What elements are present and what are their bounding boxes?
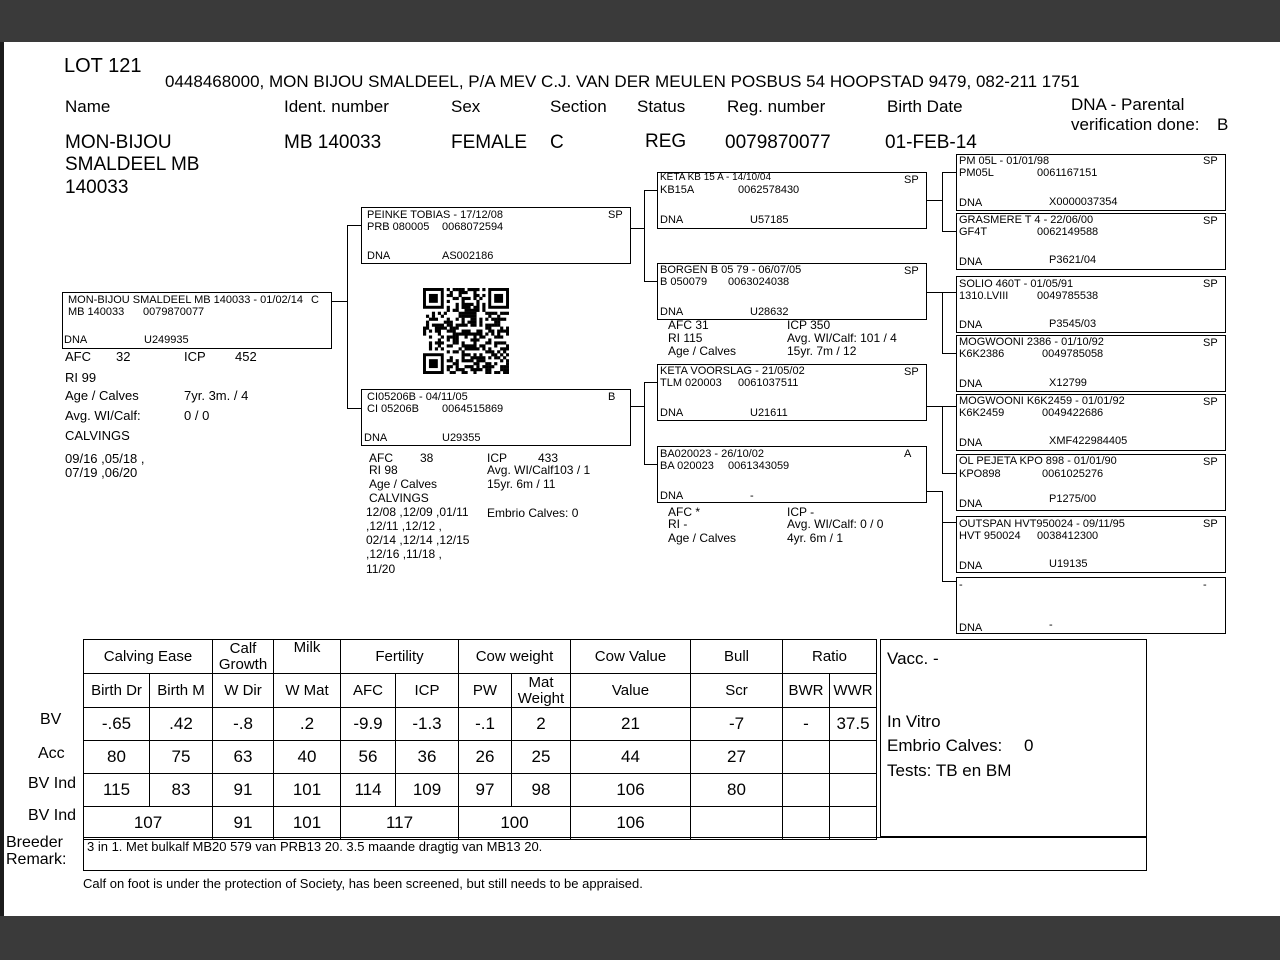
group-calving-ease: Calving Ease — [84, 640, 213, 674]
gp-id: KB15A — [660, 184, 695, 196]
gp-id: BA 020023 — [660, 460, 714, 472]
ggp-dna: P3545/03 — [1049, 318, 1097, 330]
ind2-cell: 117 — [341, 807, 459, 840]
ind-cell: 83 — [150, 774, 213, 807]
ggp-id: K6K2386 — [959, 348, 1005, 360]
dam-calvings-4: ,12/16 ,11/18 , — [366, 547, 442, 561]
dam-calvings-5: 11/20 — [366, 562, 396, 576]
header-status: Status — [637, 97, 686, 116]
gp-tag: SP — [904, 174, 919, 186]
bv-cell: -1.3 — [396, 708, 459, 741]
ggp-dna-label: DNA — [959, 622, 983, 634]
dam-age: 15yr. 6m / 11 — [487, 477, 556, 491]
subject-reg: 0079870077 — [143, 306, 205, 318]
ggp-reg: 0061167151 — [1037, 167, 1098, 179]
ind2-cell — [783, 807, 830, 840]
dam-age-label: Age / Calves — [369, 477, 438, 491]
animal-name-line1: MON-BIJOU — [65, 132, 172, 153]
ggp-title: MOGWOONI K6K2459 - 01/01/92 — [959, 395, 1125, 407]
group-bull: Bull — [691, 640, 783, 674]
group-fertility: Fertility — [341, 640, 459, 674]
gp-dna: U21611 — [750, 407, 788, 419]
header-sex: Sex — [451, 97, 481, 116]
ggp-dna: P1275/00 — [1049, 493, 1097, 505]
gp2-age: 15yr. 7m / 12 — [787, 344, 857, 358]
ind-cell — [783, 774, 830, 807]
ind2-cell: 100 — [459, 807, 571, 840]
header-birth: Birth Date — [887, 97, 963, 116]
animal-sex: FEMALE — [451, 132, 528, 153]
bv-cell: - — [783, 708, 830, 741]
connector-line — [644, 382, 645, 464]
ind-cell: 80 — [691, 774, 783, 807]
subject-wi-label: Avg. WI/Calf: — [65, 408, 141, 423]
col-birth-dr: Birth Dr — [84, 674, 150, 708]
connector-line — [631, 406, 645, 407]
dam-ri: RI 98 — [369, 463, 398, 477]
dam-calvings-1: 12/08 ,12/09 ,01/11 — [366, 505, 469, 519]
gp-title: KETA KB 15 A - 14/10/04 — [660, 172, 772, 183]
col-scr: Scr — [691, 674, 783, 708]
gp4-ri: RI - — [668, 517, 688, 531]
col-w-mat: W Mat — [274, 674, 341, 708]
gp-dna: U57185 — [750, 214, 789, 226]
acc-cell: 56 — [341, 741, 396, 774]
viewer-top-bar — [0, 0, 1280, 42]
subject-icp-label: ICP — [184, 349, 206, 364]
acc-cell: 44 — [571, 741, 691, 774]
subject-section: C — [311, 294, 319, 306]
gp-tag: SP — [904, 265, 919, 277]
grandparent-box — [657, 172, 927, 229]
gp-dna-label: DNA — [660, 306, 684, 318]
header-ident: Ident. number — [284, 97, 389, 116]
gp-reg: 0061037511 — [738, 377, 799, 389]
ggp-id: PM05L — [959, 167, 994, 179]
ggp-reg: 0049785538 — [1037, 290, 1099, 302]
ggp-title: OL PEJETA KPO 898 - 01/01/90 — [959, 455, 1117, 467]
subject-dna: U249935 — [144, 334, 189, 346]
dam-tag: B — [608, 391, 616, 403]
ggp-dna-label: DNA — [959, 378, 983, 390]
subject-afc: 32 — [116, 349, 131, 364]
gp4-age-label: Age / Calves — [668, 531, 737, 545]
dam-calvings-2: ,12/11 ,12/12 , — [366, 519, 442, 533]
viewer-bottom-bar — [0, 916, 1280, 960]
ggp-reg: 0049785058 — [1042, 348, 1104, 360]
subject-calvings-2: 07/19 ,06/20 — [65, 465, 138, 480]
col-icp: ICP — [396, 674, 459, 708]
bv-cell: 37.5 — [830, 708, 877, 741]
gp2-afc: AFC 31 — [668, 318, 709, 332]
ggp-tag: SP — [1203, 518, 1218, 530]
gp4-wi: Avg. WI/Calf: 0 / 0 — [787, 517, 884, 531]
gp-title: BORGEN B 05 79 - 06/07/05 — [660, 264, 802, 276]
ggp-tag: SP — [1203, 215, 1218, 227]
ind2-cell — [691, 807, 783, 840]
connector-line — [942, 581, 956, 582]
remark-box — [83, 837, 1147, 871]
col-pw: PW — [459, 674, 512, 708]
sire-box — [361, 207, 631, 264]
ind-cell: 114 — [341, 774, 396, 807]
ind-cell: 115 — [84, 774, 150, 807]
sire-dna: AS002186 — [442, 250, 494, 262]
ggp-dna: - — [1049, 619, 1053, 631]
acc-cell: 25 — [512, 741, 571, 774]
connector-line — [942, 406, 943, 473]
ggp-dna: U19135 — [1049, 558, 1088, 570]
dam-dna-label: DNA — [364, 432, 388, 444]
ind-cell: 91 — [213, 774, 274, 807]
gp2-age-label: Age / Calves — [668, 344, 737, 358]
ggp-tag: SP — [1203, 337, 1218, 349]
ggp-tag: SP — [1203, 155, 1218, 167]
connector-line — [347, 225, 348, 408]
tests-label: Tests: TB en BM — [887, 761, 1012, 780]
breeder-line: 0448468000, MON BIJOU SMALDEEL, P/A MEV C.J. VAN DER MEULEN POSBUS 54 HOOPSTAD 9479, 082-211 1751 — [165, 72, 1080, 91]
acc-cell — [830, 741, 877, 774]
connector-line — [942, 292, 943, 353]
ggp-tag: - — [1203, 579, 1207, 591]
col-w-dir: W Dir — [213, 674, 274, 708]
ggp-id: HVT 950024 — [959, 530, 1021, 542]
acc-cell — [783, 741, 830, 774]
bv-cell: -.8 — [213, 708, 274, 741]
gp-tag: A — [904, 448, 912, 460]
ind-cell: 98 — [512, 774, 571, 807]
bv-ind-row — [84, 774, 877, 807]
col-afc: AFC — [341, 674, 396, 708]
connector-line — [942, 292, 956, 293]
calf-growth-line2: Growth — [218, 655, 268, 673]
bv-cell: -7 — [691, 708, 783, 741]
connector-line — [942, 172, 943, 231]
connector-line — [942, 522, 956, 523]
ind-cell: 109 — [396, 774, 459, 807]
grandparent-box — [657, 446, 927, 503]
connector-line — [644, 382, 657, 383]
breeder-remark-label2: Remark: — [6, 851, 67, 868]
connector-line — [942, 473, 956, 474]
sire-tag: SP — [608, 209, 623, 221]
bv-row — [84, 708, 877, 741]
header-reg: Reg. number — [727, 97, 826, 116]
animal-birth-date: 01-FEB-14 — [885, 132, 977, 153]
bv-cell: 2 — [512, 708, 571, 741]
ind-cell: 106 — [571, 774, 691, 807]
bv-cell: -9.9 — [341, 708, 396, 741]
mat-weight-line2: Weight — [517, 689, 565, 707]
dam-title: CI05206B - 04/11/05 — [367, 391, 468, 403]
gp-dna-label: DNA — [660, 407, 684, 419]
gp-dna-label: DNA — [660, 214, 684, 226]
ggp-id: K6K2459 — [959, 407, 1005, 419]
dam-wi: Avg. WI/Calf103 / 1 — [487, 463, 591, 477]
header-dna-verification: verification done: — [1071, 115, 1200, 134]
dam-reg: 0064515869 — [442, 403, 504, 415]
col-wwr: WWR — [830, 674, 877, 708]
ind2-cell: 91 — [213, 807, 274, 840]
sire-id: PRB 080005 — [367, 221, 430, 233]
breeding-values-table — [83, 639, 877, 840]
connector-line — [347, 225, 361, 226]
bv-cell: -.65 — [84, 708, 150, 741]
ggp-dna: X0000037354 — [1049, 196, 1118, 208]
animal-status: REG — [645, 131, 687, 152]
bv-row-label: BV — [40, 711, 62, 728]
ggp-dna: X12799 — [1049, 377, 1087, 389]
calf-growth-line1: Calf — [229, 639, 257, 657]
ggp-id: KPO898 — [959, 468, 1001, 480]
dam-calvings-3: 02/14 ,12/14 ,12/15 — [366, 533, 470, 547]
ggp-title: PM 05L - 01/01/98 — [959, 155, 1050, 167]
ggp-dna: P3621/04 — [1049, 254, 1097, 266]
ind-cell — [830, 774, 877, 807]
connector-line — [942, 406, 956, 407]
bv-cell: 21 — [571, 708, 691, 741]
in-vitro-label: In Vitro — [887, 712, 941, 731]
gp-dna-label: DNA — [660, 490, 684, 502]
subject-ri: RI 99 — [65, 370, 97, 385]
group-cow-value: Cow Value — [571, 640, 691, 674]
col-mat-weight — [512, 674, 571, 708]
gp-tag: SP — [904, 366, 919, 378]
group-milk: Milk — [274, 640, 341, 674]
connector-line — [644, 190, 645, 281]
mat-weight-line1: Mat — [528, 673, 554, 691]
connector-line — [927, 292, 943, 293]
dam-icp-label: ICP — [487, 451, 508, 465]
ggp-dna-label: DNA — [959, 560, 983, 572]
gp4-icp: ICP - — [787, 505, 815, 519]
gp2-wi: Avg. WI/Calf: 101 / 4 — [787, 331, 897, 345]
breeder-remark-label: Breeder — [6, 834, 63, 851]
animal-reg: 0079870077 — [725, 132, 831, 153]
bv-cell: .2 — [274, 708, 341, 741]
ind2-cell: 107 — [84, 807, 213, 840]
subject-dna-label: DNA — [64, 334, 88, 346]
grandparent-box — [657, 263, 927, 320]
great-grandparent-box — [956, 454, 1226, 511]
header-section: Section — [550, 97, 607, 116]
grandparent-box — [657, 364, 927, 421]
connector-line — [927, 406, 943, 407]
acc-cell: 40 — [274, 741, 341, 774]
connector-line — [942, 172, 956, 173]
great-grandparent-box — [956, 577, 1226, 634]
great-grandparent-box — [956, 516, 1226, 573]
great-grandparent-box — [956, 154, 1226, 211]
connector-line — [942, 353, 956, 354]
acc-cell: 63 — [213, 741, 274, 774]
gp-reg: 0062578430 — [738, 184, 800, 196]
ggp-title: OUTSPAN HVT950024 - 09/11/95 — [959, 518, 1125, 530]
ggp-reg: 0061025276 — [1042, 468, 1104, 480]
subject-afc-label: AFC — [65, 349, 91, 364]
qr-code — [423, 288, 509, 374]
subject-calvings-1: 09/16 ,05/18 , — [65, 451, 145, 466]
connector-line — [942, 491, 943, 581]
dam-calvings-label: CALVINGS — [369, 491, 429, 505]
subject-title: MON-BIJOU SMALDEEL MB 140033 - 01/02/14 — [68, 294, 303, 306]
gp-reg: 0063024038 — [728, 276, 790, 288]
ind-cell: 101 — [274, 774, 341, 807]
dam-afc: 38 — [420, 451, 434, 465]
ggp-tag: SP — [1203, 278, 1218, 290]
lot-number: LOT 121 — [64, 55, 142, 77]
animal-name-line2: SMALDEEL MB — [65, 154, 200, 175]
col-bwr: BWR — [783, 674, 830, 708]
vacc-label: Vacc. - — [887, 649, 939, 668]
dam-box — [361, 389, 631, 446]
acc-cell: 26 — [459, 741, 512, 774]
subject-icp: 452 — [235, 349, 257, 364]
great-grandparent-box — [956, 394, 1226, 451]
acc-row — [84, 741, 877, 774]
subject-age: 7yr. 3m. / 4 — [184, 388, 249, 403]
bv-cell: .42 — [150, 708, 213, 741]
gp-dna: U28632 — [750, 306, 789, 318]
connector-line — [927, 491, 943, 492]
animal-section: C — [550, 132, 564, 153]
ggp-title: - — [959, 579, 963, 591]
ggp-reg: 0038412300 — [1037, 530, 1099, 542]
ggp-title: MOGWOONI 2386 - 01/10/92 — [959, 336, 1104, 348]
subject-calvings-label: CALVINGS — [65, 428, 130, 443]
connector-line — [631, 228, 645, 229]
vaccination-box — [880, 639, 1147, 837]
ggp-dna-label: DNA — [959, 437, 983, 449]
acc-cell: 80 — [84, 741, 150, 774]
connector-line — [942, 231, 956, 232]
subject-box — [62, 292, 332, 349]
col-birth-m: Birth M — [150, 674, 213, 708]
gp-dna: - — [750, 490, 754, 502]
ind-cell: 97 — [459, 774, 512, 807]
acc-cell: 36 — [396, 741, 459, 774]
ggp-tag: SP — [1203, 456, 1218, 468]
connector-line — [332, 301, 348, 302]
sire-title: PEINKE TOBIAS - 17/12/08 — [367, 209, 503, 221]
great-grandparent-box — [956, 276, 1226, 333]
ggp-dna: XMF422984405 — [1049, 435, 1128, 447]
gp4-afc: AFC * — [668, 505, 701, 519]
connector-line — [347, 408, 361, 409]
bv-cell: -.1 — [459, 708, 512, 741]
connector-line — [644, 464, 657, 465]
gp4-age: 4yr. 6m / 1 — [787, 531, 844, 545]
group-ratio: Ratio — [783, 640, 877, 674]
bv-ind2-row — [84, 807, 877, 840]
connector-line — [644, 281, 657, 282]
connector-line — [644, 190, 657, 191]
gp-id: TLM 020003 — [660, 377, 722, 389]
header-dna: DNA - Parental — [1071, 95, 1185, 114]
great-grandparent-box — [956, 335, 1226, 392]
acc-row-label: Acc — [38, 745, 65, 762]
animal-ident: MB 140033 — [284, 132, 382, 153]
dam-id: CI 05206B — [367, 403, 419, 415]
ggp-dna-label: DNA — [959, 256, 983, 268]
acc-cell: 27 — [691, 741, 783, 774]
ind2-cell: 106 — [571, 807, 691, 840]
ggp-tag: SP — [1203, 396, 1218, 408]
group-cow-weight: Cow weight — [459, 640, 571, 674]
ind2-cell — [830, 807, 877, 840]
acc-cell: 75 — [150, 741, 213, 774]
dna-verification-value: B — [1217, 115, 1229, 134]
ggp-reg: 0049422686 — [1042, 407, 1104, 419]
ggp-title: SOLIO 460T - 01/05/91 — [959, 278, 1074, 290]
embrio-calves-label: Embrio Calves: — [887, 736, 1003, 755]
header-name: Name — [65, 97, 111, 116]
dam-embrio: Embrio Calves: 0 — [487, 506, 579, 520]
subject-wi: 0 / 0 — [184, 408, 210, 423]
sire-dna-label: DNA — [367, 250, 391, 262]
ggp-id: GF4T — [959, 226, 988, 238]
subject-age-label: Age / Calves — [65, 388, 139, 403]
embrio-calves-value: 0 — [1024, 736, 1034, 755]
ind2-cell: 101 — [274, 807, 341, 840]
ggp-title: GRASMERE T 4 - 22/06/00 — [959, 214, 1094, 226]
dam-icp: 433 — [538, 451, 559, 465]
subject-id: MB 140033 — [68, 306, 125, 318]
ggp-reg: 0062149588 — [1037, 226, 1099, 238]
bv-ind2-row-label: BV Ind — [28, 807, 77, 824]
footer-note: Calf on foot is under the protection of Society, has been screened, but still needs to be appraised. — [83, 876, 643, 891]
remark-text: 3 in 1. Met bulkalf MB20 579 van PRB13 20. 3.5 maande dragtig van MB13 20. — [87, 839, 543, 854]
great-grandparent-box — [956, 213, 1226, 270]
dam-dna: U29355 — [442, 432, 481, 444]
animal-name-line3: 140033 — [65, 177, 129, 198]
dam-afc-label: AFC — [369, 451, 393, 465]
gp-id: B 050079 — [660, 276, 708, 288]
sire-reg: 0068072594 — [442, 221, 504, 233]
gp-title: BA020023 - 26/10/02 — [660, 448, 764, 460]
pedigree-page — [4, 42, 1280, 916]
ggp-dna-label: DNA — [959, 498, 983, 510]
group-calf-growth — [213, 640, 274, 674]
ggp-dna-label: DNA — [959, 197, 983, 209]
gp-reg: 0061343059 — [728, 460, 790, 472]
bv-ind-row-label: BV Ind — [28, 775, 77, 792]
ggp-dna-label: DNA — [959, 319, 983, 331]
ggp-id: 1310.LVIII — [959, 290, 1009, 302]
col-value: Value — [571, 674, 691, 708]
gp2-icp: ICP 350 — [787, 318, 831, 332]
connector-line — [927, 200, 943, 201]
gp-title: KETA VOORSLAG - 21/05/02 — [660, 365, 805, 377]
gp2-ri: RI 115 — [668, 331, 703, 345]
